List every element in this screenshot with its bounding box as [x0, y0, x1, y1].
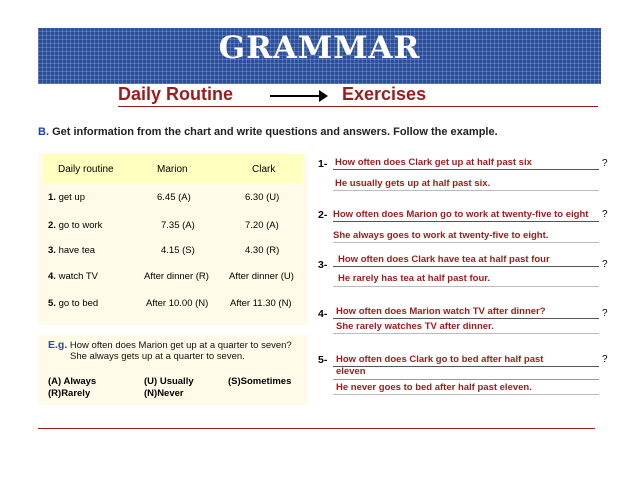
row-activity: go to bed [58, 298, 99, 309]
row-marion: 7.35 (A) [161, 220, 195, 231]
row-number: 1. [48, 192, 56, 203]
exercise-number: 5- [318, 354, 328, 366]
example [48, 340, 292, 362]
row-activity: get up [58, 192, 85, 203]
bottom-divider [38, 428, 595, 429]
row-number: 3. [48, 245, 56, 256]
header-marion: Marion [157, 164, 188, 175]
row-activity: go to work [58, 220, 103, 231]
question-mark: ? [602, 308, 608, 319]
instruction-text: Get information from the chart and write questions and answers. Follow the example. [52, 126, 498, 138]
legend-usually: (U) Usually [144, 376, 194, 387]
exercise-answer: He usually gets up at half past six. [335, 178, 491, 189]
right-arrow-icon [270, 95, 326, 97]
subtitle-exercises: Exercises [342, 84, 427, 104]
exercise-answer: She rarely watches TV after dinner. [336, 321, 494, 332]
exercise-question: How often does Marion go to work at twenty-five to eight [333, 209, 589, 220]
subtitle-daily-routine: Daily Routine [118, 84, 234, 104]
exercise-question: How often does Clark go to bed after half past [336, 354, 544, 365]
row-number: 5. [48, 298, 56, 309]
example-label: E.g. [48, 339, 68, 351]
exercise-answer: She always goes to work at twenty-five to eight. [333, 230, 549, 241]
row-clark: After 11.30 (N) [230, 298, 292, 309]
banner-title: GRAMMAR [218, 30, 421, 66]
row-clark: 4.30 (R) [245, 245, 280, 256]
title-banner [38, 28, 601, 84]
row-marion: 6.45 (A) [157, 192, 191, 203]
subtitle-divider [118, 106, 598, 107]
row-clark: After dinner (U) [229, 271, 294, 282]
exercise-answer: He never goes to bed after half past eleven. [336, 382, 532, 393]
question-mark: ? [602, 259, 608, 270]
legend-always: (A) Always [48, 376, 97, 387]
legend-rarely: (R)Rarely [48, 388, 91, 399]
header-clark: Clark [252, 164, 276, 175]
row-activity: have tea [58, 245, 96, 256]
row-clark: 7.20 (A) [245, 220, 279, 231]
row-number: 4. [48, 271, 56, 282]
exercise-answer: He rarely has tea at half past four. [338, 273, 491, 284]
exercise-number: 3- [318, 259, 328, 271]
exercise-question: How often does Clark have tea at half past four [338, 254, 550, 265]
exercise-question: How often does Marion watch TV after dinner? [336, 306, 546, 317]
exercise-number: 2- [318, 209, 328, 221]
exercise-question: How often does Clark get up at half past six [335, 157, 532, 168]
row-clark: 6.30 (U) [245, 192, 280, 203]
exercise-number: 1- [318, 158, 328, 170]
question-mark: ? [602, 158, 608, 169]
question-mark: ? [602, 209, 608, 220]
exercise-question-continued: eleven [336, 366, 366, 377]
row-marion: 4.15 (S) [161, 245, 195, 256]
instruction-letter: B. [38, 126, 49, 138]
row-marion: After dinner (R) [144, 271, 209, 282]
header-daily-routine: Daily routine [58, 164, 114, 175]
example-answer: She always gets up at a quarter to seven. [70, 351, 245, 362]
legend-sometimes: (S)Sometimes [228, 376, 292, 387]
instruction [38, 126, 498, 138]
exercise-number: 4- [318, 308, 328, 320]
row-activity: watch TV [58, 271, 99, 282]
legend-never: (N)Never [144, 388, 184, 399]
row-number: 2. [48, 220, 56, 231]
example-question: How often does Marion get up at a quarter to seven? [69, 340, 292, 351]
question-mark: ? [602, 354, 608, 365]
row-marion: After 10.00 (N) [146, 298, 209, 309]
